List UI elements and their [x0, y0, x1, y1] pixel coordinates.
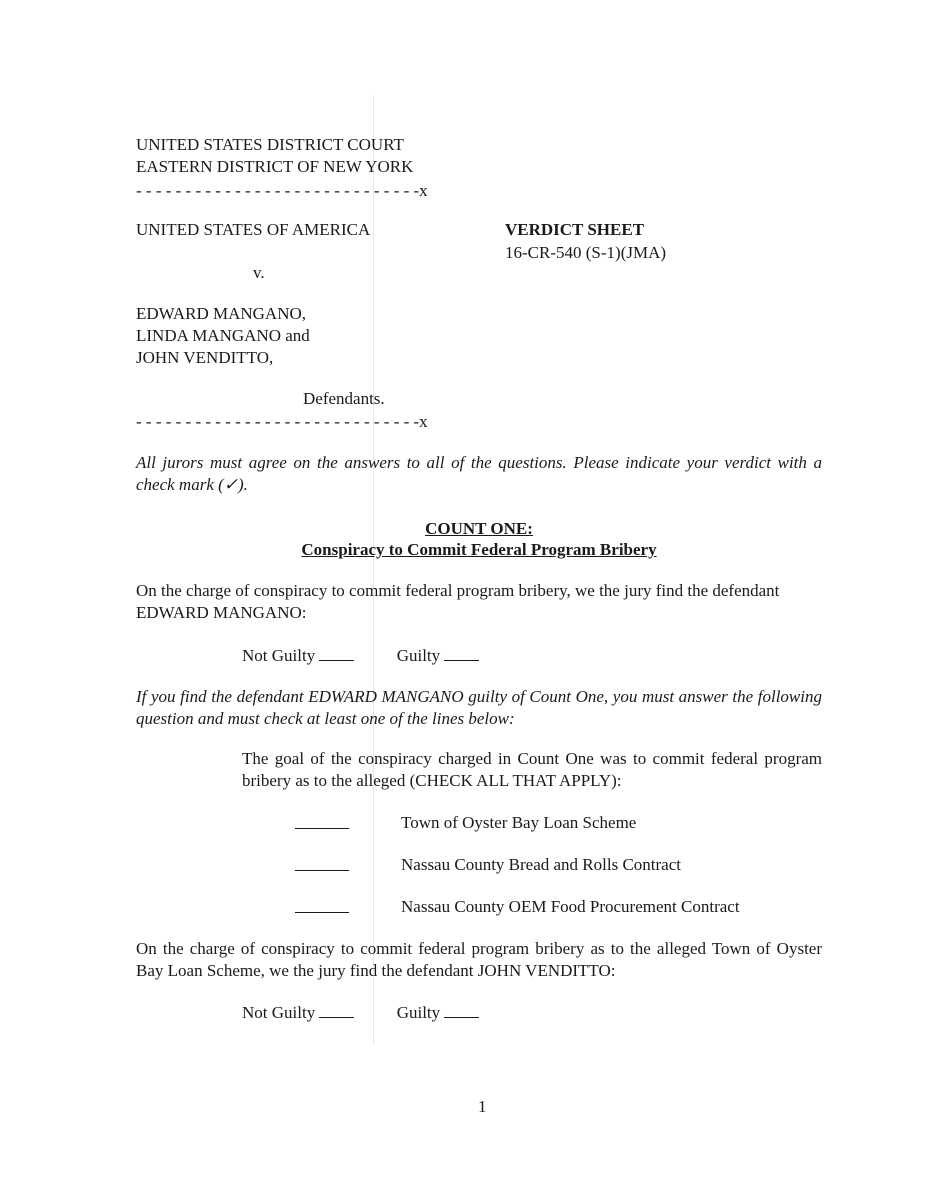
plaintiff-name: UNITED STATES OF AMERICA: [136, 220, 371, 239]
defendant-linda-mangano: LINDA MANGANO and: [136, 326, 310, 345]
page-number: 1: [478, 1097, 487, 1116]
case-number: 16-CR-540 (S-1)(JMA): [505, 243, 667, 262]
court-name: UNITED STATES DISTRICT COURT: [136, 135, 404, 154]
defendant-edward-mangano: EDWARD MANGANO,: [136, 304, 306, 323]
option-oyster-bay-loan-scheme: Town of Oyster Bay Loan Scheme: [401, 813, 637, 832]
guilty-label: Guilty: [396, 646, 441, 665]
option-bread-and-rolls-contract: Nassau County Bread and Rolls Contract: [401, 855, 681, 874]
caption-separator-top: - - - - - - - - - - - - - - - - - - - - - - - - - - - - -x: [136, 181, 428, 200]
defendant-john-venditto: JOHN VENDITTO,: [136, 348, 274, 367]
followup-instruction: If you find the defendant EDWARD MANGANO guilty of Count One, you must answer the following question and must check at least one of the lines below:: [136, 687, 822, 728]
not-guilty-blank[interactable]: [319, 1001, 354, 1018]
verdict-line-venditto: [242, 1001, 479, 1024]
guilty-label: Guilty: [396, 1003, 441, 1022]
guilty-blank[interactable]: [444, 644, 479, 661]
option-row-bread-rolls: [295, 854, 349, 877]
charge-mangano-text: On the charge of conspiracy to commit federal program bribery, we the jury find the defendant EDWARD MANGANO:: [136, 581, 780, 622]
guilty-blank[interactable]: [444, 1001, 479, 1018]
not-guilty-label: Not Guilty: [242, 1003, 316, 1022]
versus: v.: [253, 263, 265, 282]
court-district: EASTERN DISTRICT OF NEW YORK: [136, 157, 414, 176]
caption-separator-bottom: - - - - - - - - - - - - - - - - - - - - - - - - - - - - -x: [136, 412, 428, 431]
verdict-line-mangano: [242, 644, 479, 667]
scan-fold-line: [373, 95, 374, 1045]
option-row-oyster-bay: [295, 812, 349, 835]
document-title: VERDICT SHEET: [505, 220, 645, 239]
option-blank-bread-rolls[interactable]: [295, 854, 349, 871]
option-blank-oyster-bay[interactable]: [295, 812, 349, 829]
count-one-subheading: Conspiracy to Commit Federal Program Bribery: [301, 540, 657, 559]
juror-instructions: All jurors must agree on the answers to all of the questions. Please indicate your verdict with a check mark (✓).: [136, 453, 822, 494]
option-row-oem-food: [295, 896, 349, 919]
not-guilty-blank[interactable]: [319, 644, 354, 661]
charge-venditto-text: On the charge of conspiracy to commit federal program bribery as to the alleged Town of Oyster Bay Loan Scheme, we the jury find the defendant JOHN VENDITTO:: [136, 939, 822, 980]
defendants-label: Defendants.: [303, 389, 385, 408]
option-blank-oem-food[interactable]: [295, 896, 349, 913]
count-one-heading: COUNT ONE:: [425, 519, 533, 538]
option-oem-food-procurement-contract: Nassau County OEM Food Procurement Contract: [401, 897, 740, 916]
not-guilty-label: Not Guilty: [242, 646, 316, 665]
goal-question: The goal of the conspiracy charged in Count One was to commit federal program bribery as to the alleged (CHECK ALL THAT APPLY):: [242, 749, 822, 790]
